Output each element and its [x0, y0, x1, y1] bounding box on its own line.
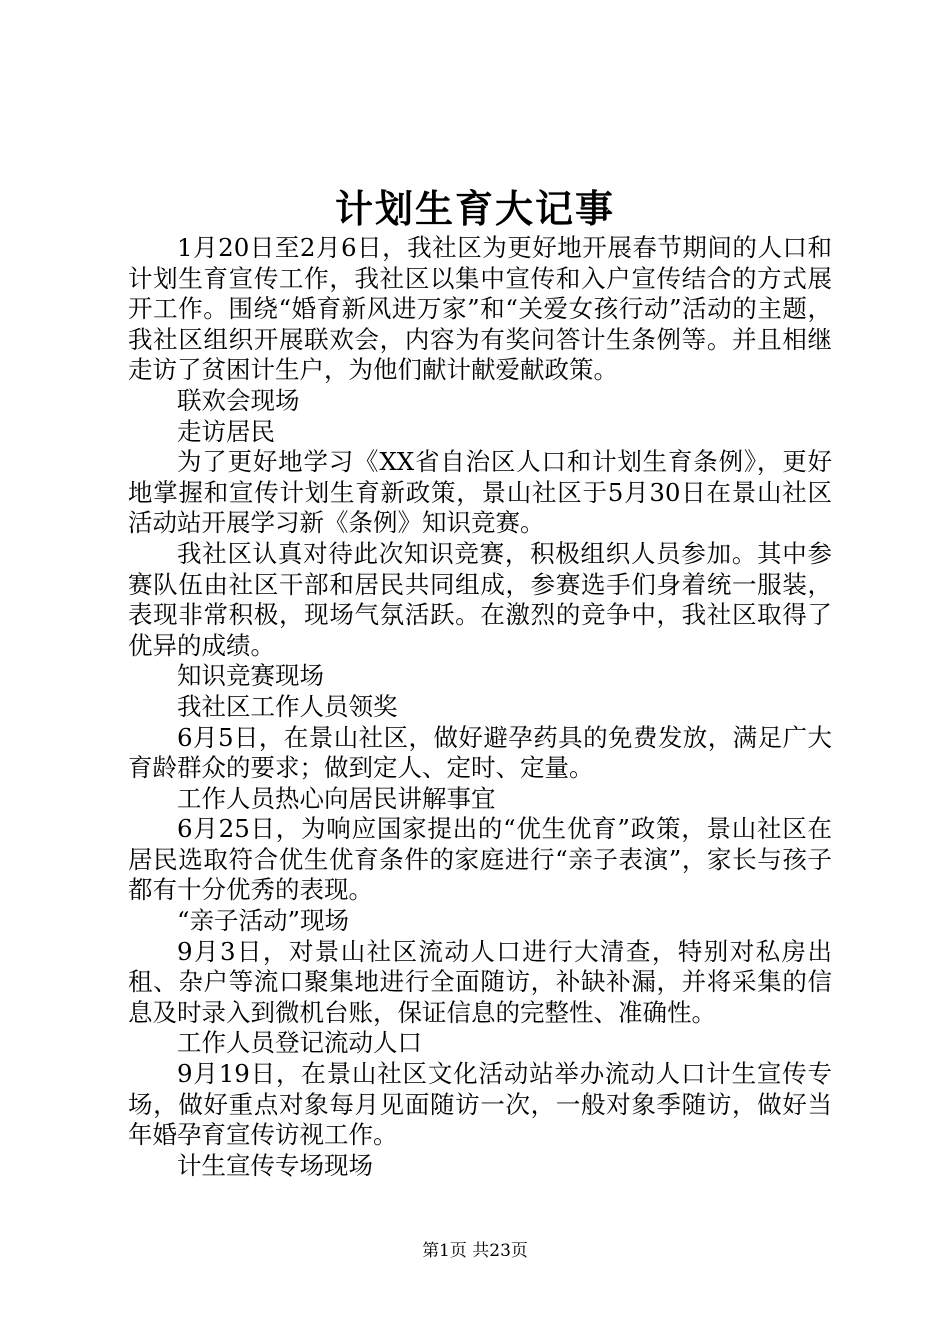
document-title: 计划生育大记事 [334, 186, 615, 231]
caption-staff-explaining: 工作人员热心向居民讲解事宜 [177, 783, 496, 813]
caption-parent-child-activity: “亲子活动”现场 [177, 906, 350, 936]
caption-publicity-session: 计生宣传专场现场 [177, 1150, 373, 1180]
caption-registration: 工作人员登记流动人口 [177, 1028, 422, 1058]
paragraph-regulation-contest: 为了更好地学习《XX省自治区人口和计划生育条例》，更好地掌握和宣传计划生育新政策，景山社区于5月30日在景山社区活动站开展学习新《条例》知识竞赛。 [128, 447, 832, 538]
caption-gala: 联欢会现场 [177, 385, 300, 415]
paragraph-floating-population-check: 9月3日，对景山社区流动人口进行大清查，特别对私房出租、杂户等流口聚集地进行全面随访，补缺补漏，并将采集的信息及时录入到微机台账，保证信息的完整性、准确性。 [128, 936, 832, 1027]
paragraph-parent-child-show: 6月25日，为响应国家提出的“优生优育”政策，景山社区在居民选取符合优生优育条件的家庭进行“亲子表演”，家长与孩子都有十分优秀的表现。 [128, 814, 832, 905]
page-footer: 第1页 共23页 [422, 1241, 528, 1261]
caption-visit-residents: 走访居民 [177, 416, 275, 446]
document-body [128, 233, 832, 1181]
paragraph-contest-participation: 我社区认真对待此次知识竞赛，积极组织人员参加。其中参赛队伍由社区干部和居民共同组成，参赛选手们身着统一服装，表现非常积极，现场气氛活跃。在激烈的竞争中，我社区取得了优异的成绩。 [128, 538, 832, 660]
paragraph-publicity-session: 9月19日，在景山社区文化活动站举办流动人口计生宣传专场，做好重点对象每月见面随访一次，一般对象季随访，做好当年婚孕育宣传访视工作。 [128, 1059, 832, 1150]
caption-award: 我社区工作人员领奖 [177, 691, 398, 721]
caption-contest-scene: 知识竞赛现场 [177, 661, 324, 691]
paragraph-contraceptive-distribution: 6月5日，在景山社区，做好避孕药具的免费发放，满足广大育龄群众的要求；做到定人、定时、定量。 [128, 722, 832, 783]
paragraph-spring-festival: 1月20日至2月6日，我社区为更好地开展春节期间的人口和计划生育宣传工作，我社区以集中宣传和入户宣传结合的方式展开工作。围绕“婚育新风进万家”和“关爱女孩行动”活动的主题，我社区组织开展联欢会，内容为有奖问答计生条例等。并且相继走访了贫困计生户，为他们献计献爱献政策。 [128, 233, 832, 385]
